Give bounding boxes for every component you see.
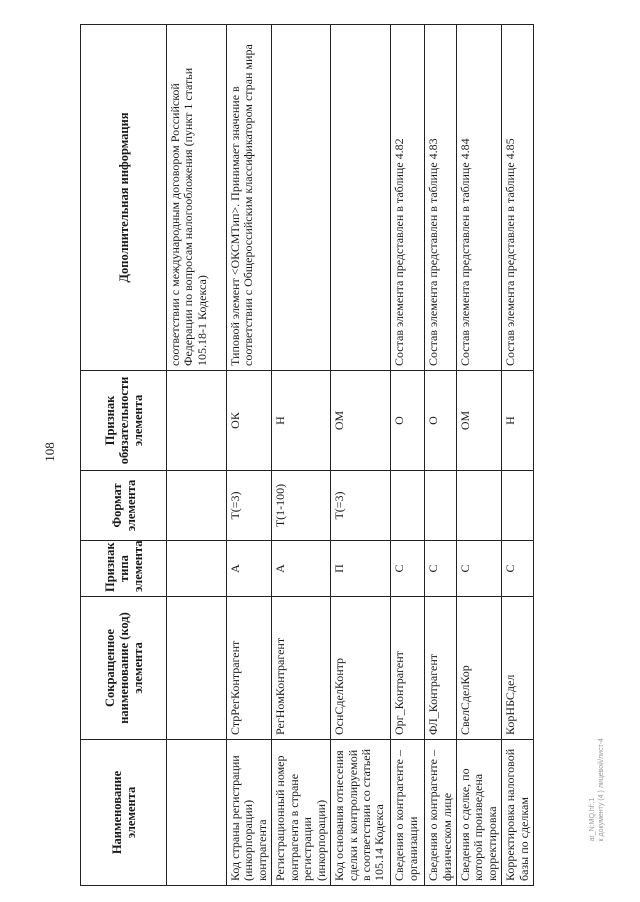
table-container [80, 25, 531, 886]
element-name: Сведения о сделке, по которой произведена корректировка [456, 740, 501, 886]
header-cell: Формат элемента [81, 471, 167, 541]
header-cell: Дополнительная информация [81, 25, 167, 371]
element-required: О [391, 371, 425, 471]
header-cell: Признак обязательности элемента [81, 371, 167, 471]
element-format: T(=3) [331, 471, 391, 541]
table-row [456, 25, 501, 886]
element-code: ФЛ_Контрагент [425, 597, 457, 740]
header-cell: Сокращенное наименование (код) элемента [81, 597, 167, 740]
element-code: Орг_Контрагент [391, 597, 425, 740]
continuation-row [167, 25, 227, 886]
element-name: Сведения о контрагенте – организации [391, 740, 425, 886]
element-code: КорНБСдел [502, 597, 534, 740]
element-type: С [425, 541, 457, 597]
document-stamp [568, 720, 628, 860]
element-code: СвелСделКор [456, 597, 501, 740]
element-required: Н [502, 371, 534, 471]
element-info [331, 25, 391, 371]
element-required: ОМ [331, 371, 391, 471]
element-name: Корректировка налоговой базы по сделкам [502, 740, 534, 886]
element-code: РегНомКонтрагент [272, 597, 331, 740]
element-info: Состав элемента представлен в таблице 4.82 [391, 25, 425, 371]
element-format [502, 471, 534, 541]
element-type: С [391, 541, 425, 597]
page-number: 108 [42, 442, 57, 462]
element-format [456, 471, 501, 541]
element-info: Состав элемента представлен в таблице 4.83 [425, 25, 457, 371]
element-name: Код основания отнесения сделки к контролируемой в соответствии со статьей 105.14 Кодекса [331, 740, 391, 886]
header-row [81, 25, 167, 886]
element-type: А [272, 541, 331, 597]
table-row [425, 25, 457, 886]
header-cell: Признак типа элемента [81, 541, 167, 597]
element-code: ОснСделКонтр [331, 597, 391, 740]
table-row [227, 25, 272, 886]
element-format: T(=3) [227, 471, 272, 541]
element-format: T(1-100) [272, 471, 331, 541]
element-info: Типовой элемент <ОКСМТип>. Принимает значение в соответствии с Общероссийским классификатором стран мира [227, 25, 272, 371]
element-required: Н [272, 371, 331, 471]
element-format [425, 471, 457, 541]
element-name: Сведения о контрагенте – физическом лице [425, 740, 457, 886]
element-info: Состав элемента представлен в таблице 4.84 [456, 25, 501, 371]
element-info [272, 25, 331, 371]
table-row [391, 25, 425, 886]
element-required: ОК [227, 371, 272, 471]
element-code: СтрРегКонтрагент [227, 597, 272, 740]
table-row [502, 25, 534, 886]
stamp-line: к документу (4 ) лицевой/лист-4 [598, 738, 605, 842]
element-table [80, 24, 534, 886]
element-required: ОМ [456, 371, 501, 471]
element-type: А [227, 541, 272, 597]
element-required: О [425, 371, 457, 471]
continuation-cell: соответствии с международным договором Российской Федерации по вопросам налогообложения (пункт 1 статьи 105.18-1 Кодекса) [167, 25, 227, 371]
element-type: С [502, 541, 534, 597]
table-row [331, 25, 391, 886]
element-name: Регистрационный номер контрагента в стране регистрации (инкорпорации) [272, 740, 331, 886]
element-info: Состав элемента представлен в таблице 4.85 [502, 25, 534, 371]
stamp-line: ar_N:MQ.hf:,1 [589, 797, 597, 842]
element-name: Код страны регистрации (инкорпорации) контрагента [227, 740, 272, 886]
table-row [272, 25, 331, 886]
element-type: С [456, 541, 501, 597]
element-type: П [331, 541, 391, 597]
element-format [391, 471, 425, 541]
header-cell: Наименование элемента [81, 740, 167, 886]
